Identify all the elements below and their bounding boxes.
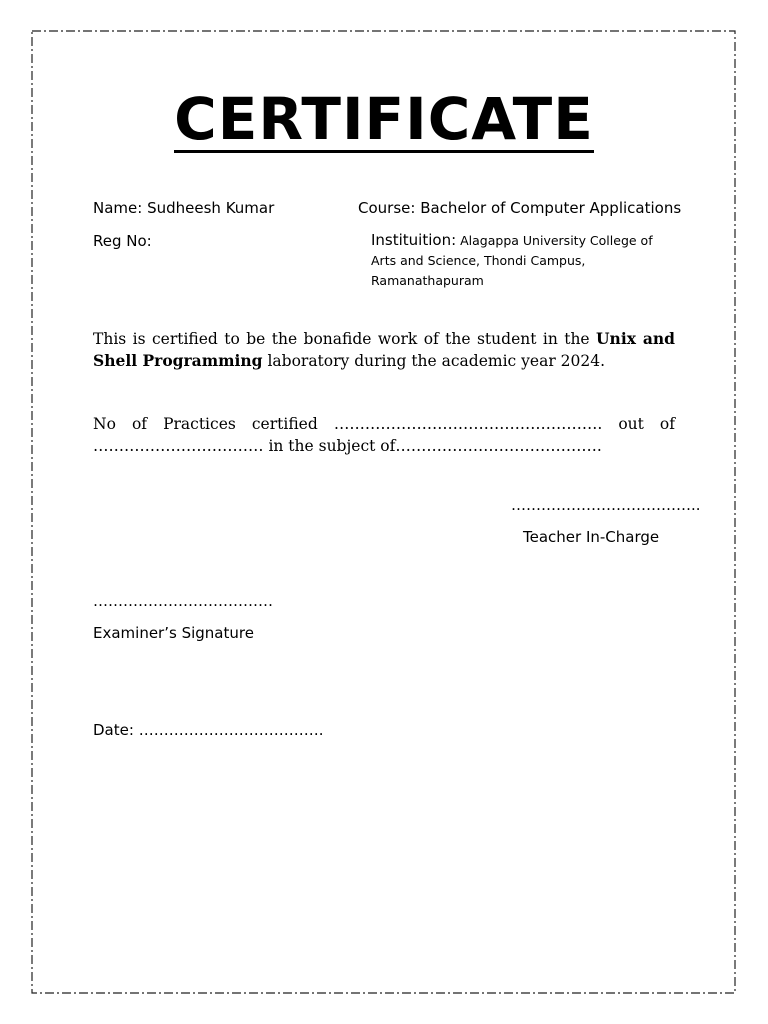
certificate-title [0,84,768,154]
practices-statement [93,413,675,457]
certification-statement [93,328,675,372]
teacher-in-charge-label: Teacher In-Charge [523,528,660,546]
date-field [93,720,323,740]
practices-dots-1: ……………………………………………. [333,415,603,433]
institution-value: Alagappa University College of Arts and Science, Thondi Campus, Ramanathapuram [371,233,653,288]
course-field [358,198,681,218]
institution-field [371,230,671,291]
statement-subject: Unix and Shell Programming [93,329,675,370]
statement-outro: laboratory during the academic year 2024. [267,352,606,370]
certificate-title-text: CERTIFICATE [174,85,594,153]
institution-label: Instituition: [371,231,457,249]
date-dots: ………………………………. [138,721,324,739]
practices-text-3: in the subject of [268,437,396,455]
practices-line-1 [93,413,675,435]
practices-line-2 [93,437,602,455]
practices-text-1: No of Practices certified [93,415,318,433]
teacher-signature-line: ……………………………….. [511,496,701,514]
course-value: Bachelor of Computer Applications [420,199,682,217]
course-label: Course: [358,199,416,217]
practices-text-2: out of [618,415,675,433]
name-field [93,198,274,218]
reg-no-field [93,231,152,251]
examiner-signature-line: ……………………………… [93,592,273,610]
practices-dots-2: …………………………… [93,437,264,455]
reg-no-label: Reg No: [93,232,152,250]
examiner-signature-label: Examiner’s Signature [93,624,254,642]
name-label: Name: [93,199,143,217]
practices-dots-3: …………………………………. [395,437,602,455]
date-label: Date: [93,721,134,739]
statement-intro: This is certified to be the bonafide work of the student in the [93,330,590,348]
name-value: Sudheesh Kumar [147,199,275,217]
